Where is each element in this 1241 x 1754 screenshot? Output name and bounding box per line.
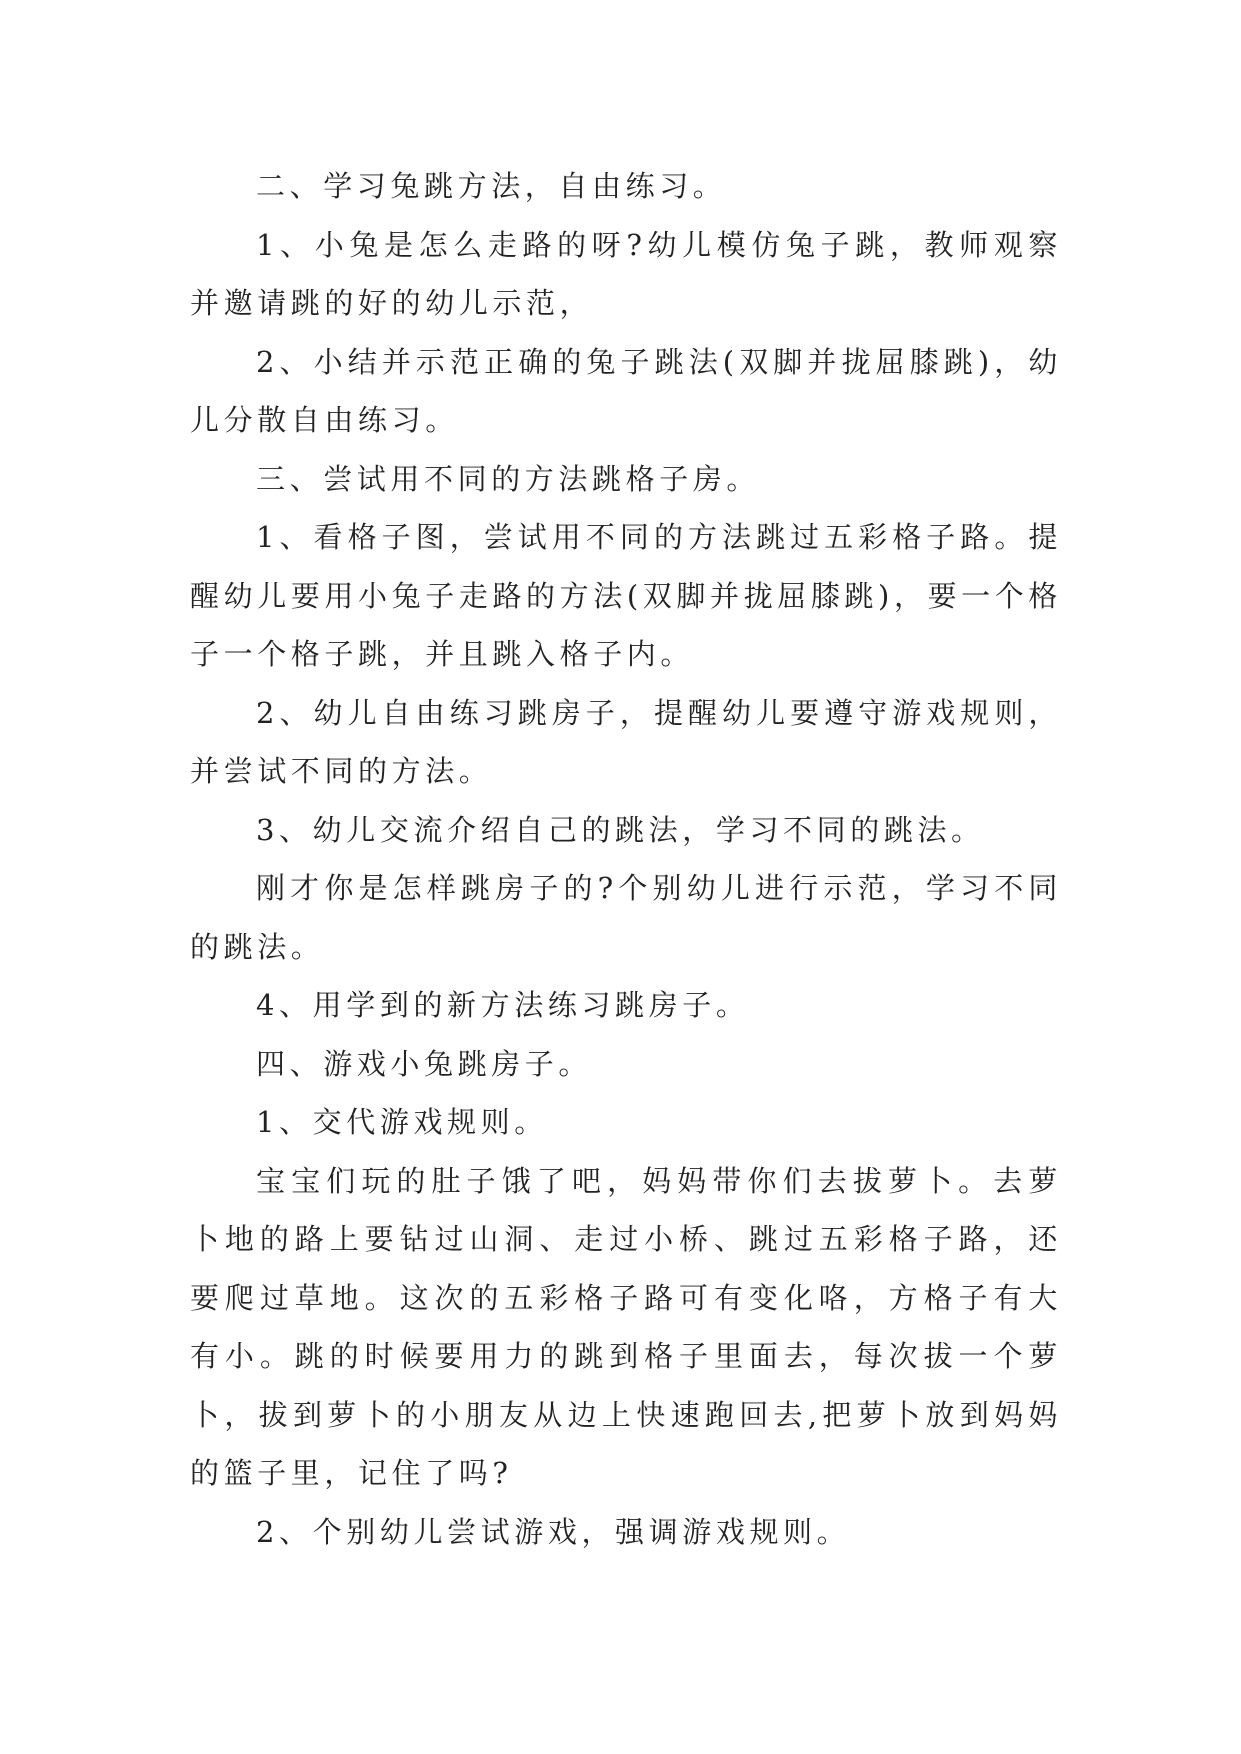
body-paragraph: 宝宝们玩的肚子饿了吧，妈妈带你们去拔萝卜。去萝卜地的路上要钻过山洞、走过小桥、跳过五彩格子路，还要爬过草地。这次的五彩格子路可有变化咯，方格子有大有小。跳的时候要用力的跳到格子里面去，每次拔一个萝卜，拔到萝卜的小朋友从边上快速跑回去,把萝卜放到妈妈的篮子里，记住了吗? [190,1163,1062,1490]
section-heading-try-methods: 三、尝试用不同的方法跳格子房。 [256,461,761,496]
section-heading-learn-rabbit-jump: 二、学习兔跳方法，自由练习。 [256,169,727,203]
section-heading-game: 四、游戏小兔跳房子。 [256,1046,593,1081]
step-paragraph: 2、个别幼儿尝试游戏，强调游戏规则。 [256,1514,851,1549]
step-paragraph: 4、用学到的新方法练习跳房子。 [256,988,750,1022]
body-paragraph: 刚才你是怎样跳房子的?个别幼儿进行示范，学习不同的跳法。 [190,871,1062,964]
step-paragraph: 1、看格子图，尝试用不同的方法跳过五彩格子路。提醒幼儿要用小兔子走路的方法(双脚并拢屈膝跳)，要一个格子一个格子跳，并且跳入格子内。 [190,520,1062,671]
step-paragraph: 3、幼儿交流介绍自己的跳法，学习不同的跳法。 [256,812,985,847]
step-paragraph: 1、交代游戏规则。 [256,1105,548,1139]
step-paragraph: 2、小结并示范正确的兔子跳法(双脚并拢屈膝跳)，幼儿分散自由练习。 [190,344,1062,437]
step-paragraph: 1、小兔是怎么走路的呀?幼儿模仿兔子跳，教师观察并邀请跳的好的幼儿示范， [190,227,1062,320]
document-body [190,157,1062,1561]
step-paragraph: 2、幼儿自由练习跳房子，提醒幼儿要遵守游戏规则，并尝试不同的方法。 [190,695,1062,788]
